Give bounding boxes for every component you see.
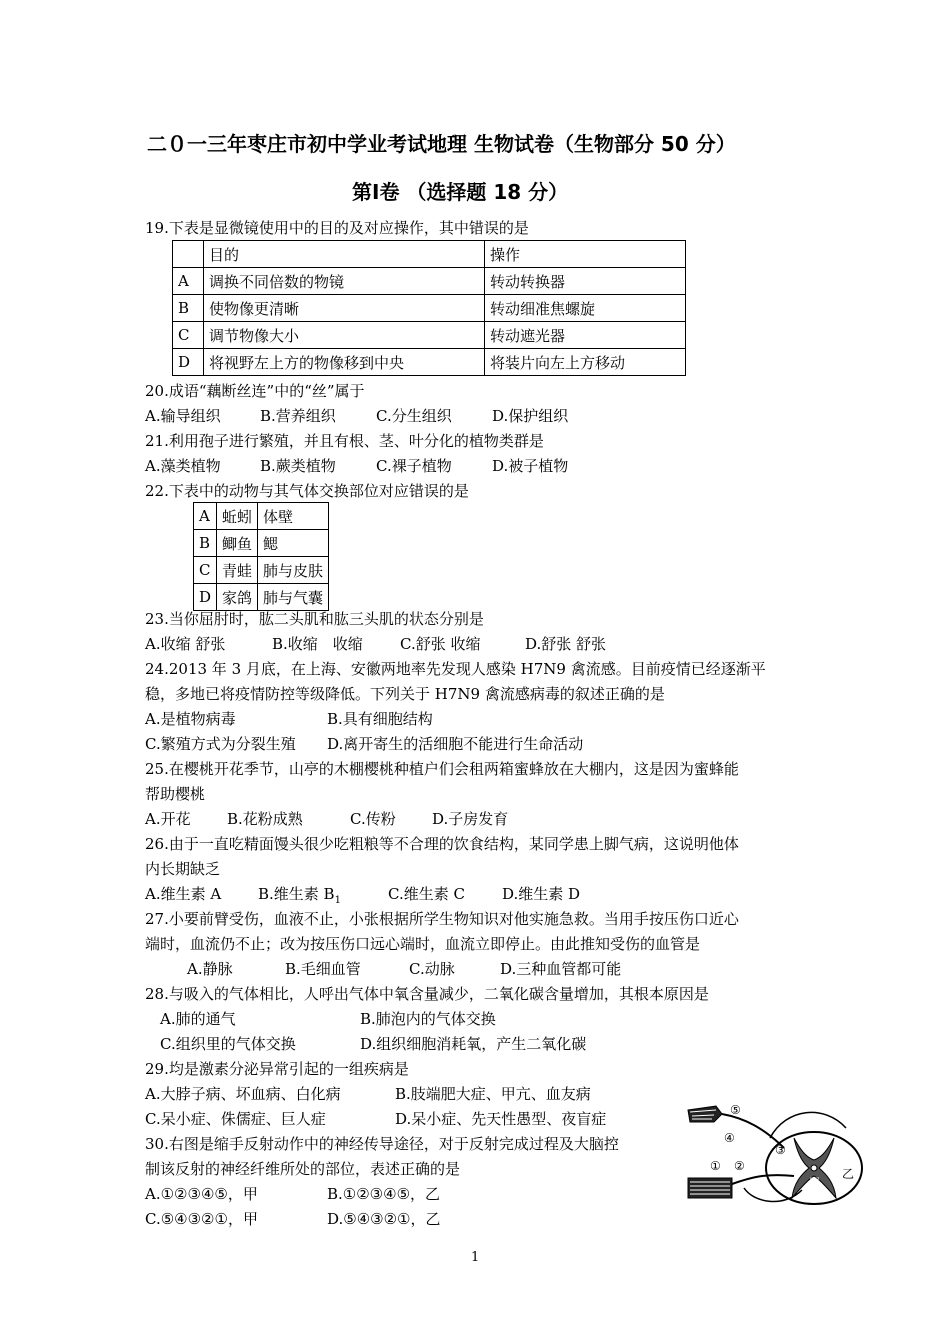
table-row bbox=[194, 530, 329, 557]
table-cell: 将装片向左上方移动 bbox=[485, 349, 686, 376]
table-cell: D bbox=[194, 584, 217, 611]
q23-stem: 23.当你屈肘时，肱二头肌和肱三头肌的状态分别是 bbox=[145, 610, 484, 628]
option-d: D.维生素 D bbox=[502, 885, 581, 903]
table-row bbox=[173, 349, 686, 376]
q25-line1: 25.在樱桃开花季节，山亭的木棚樱桃种植户们会租两箱蜜蜂放在大棚内，这是因为蜜蜂能 bbox=[145, 760, 739, 778]
option-a: A.藻类植物 bbox=[145, 457, 221, 475]
table-cell: D bbox=[173, 349, 204, 376]
section-title: 第Ⅰ卷 （选择题 18 分） bbox=[352, 180, 569, 204]
table-cell: 肺与皮肤 bbox=[258, 557, 329, 584]
table-cell: 鳃 bbox=[258, 530, 329, 557]
table-row bbox=[194, 503, 329, 530]
option-a: A.肺的通气 bbox=[160, 1010, 236, 1028]
option-c: C.动脉 bbox=[409, 960, 455, 978]
q24-line1: 24.2013 年 3 月底，在上海、安徽两地率先发现人感染 H7N9 禽流感。目前疫情已经逐渐平 bbox=[145, 660, 766, 678]
effector-icon bbox=[688, 1178, 732, 1198]
reflex-arc-figure bbox=[674, 1098, 874, 1216]
option-d: D.⑤④③②①，乙 bbox=[327, 1210, 441, 1228]
option-a: A.收缩 舒张 bbox=[145, 635, 226, 653]
option-d: D.子房发育 bbox=[432, 810, 509, 828]
q22-table bbox=[193, 502, 329, 611]
option-b: B.蕨类植物 bbox=[260, 457, 336, 475]
option-d: D.保护组织 bbox=[492, 407, 569, 425]
label-4: ④ bbox=[724, 1131, 735, 1145]
q25-line2: 帮助樱桃 bbox=[145, 785, 206, 803]
option-b-text: B.维生素 B bbox=[258, 885, 335, 903]
option-b: B.①②③④⑤，乙 bbox=[327, 1185, 441, 1203]
q26-line2: 内长期缺乏 bbox=[145, 860, 221, 878]
table-cell: 操作 bbox=[485, 241, 686, 268]
option-a: A.静脉 bbox=[187, 960, 233, 978]
option-a: A.输导组织 bbox=[145, 407, 221, 425]
q27-line2: 端时，血流仍不止；改为按压伤口远心端时，血流立即停止。由此推知受伤的血管是 bbox=[145, 935, 701, 953]
table-row bbox=[173, 322, 686, 349]
table-cell: 转动细准焦螺旋 bbox=[485, 295, 686, 322]
table-cell: 调换不同倍数的物镜 bbox=[204, 268, 485, 295]
table-cell: 调节物像大小 bbox=[204, 322, 485, 349]
option-b: B.毛细血管 bbox=[285, 960, 361, 978]
option-d: D.被子植物 bbox=[492, 457, 569, 475]
option-d: D.组织细胞消耗氧，产生二氧化碳 bbox=[360, 1035, 587, 1053]
label-1: ① bbox=[710, 1159, 721, 1173]
q21-stem: 21.利用孢子进行繁殖，并且有根、茎、叶分化的植物类群是 bbox=[145, 432, 544, 450]
q30-line1: 30.右图是缩手反射动作中的神经传导途径，对于反射完成过程及大脑控 bbox=[145, 1135, 619, 1153]
q30-line2: 制该反射的神经纤维所处的部位，表述正确的是 bbox=[145, 1160, 461, 1178]
label-2: ② bbox=[734, 1159, 745, 1173]
table-cell: 蚯蚓 bbox=[217, 503, 258, 530]
option-d: D.离开寄生的活细胞不能进行生命活动 bbox=[327, 735, 584, 753]
table-cell: 家鸽 bbox=[217, 584, 258, 611]
q19-stem: 19.下表是显微镜使用中的目的及对应操作，其中错误的是 bbox=[145, 219, 529, 237]
q28-stem: 28.与吸入的气体相比，人呼出气体中氧含量减少，二氧化碳含量增加，其根本原因是 bbox=[145, 985, 709, 1003]
option-a: A.大脖子病、坏血病、白化病 bbox=[145, 1085, 341, 1103]
table-row bbox=[194, 557, 329, 584]
table-cell: C bbox=[194, 557, 217, 584]
option-a: A.开花 bbox=[145, 810, 191, 828]
option-b: B.营养组织 bbox=[260, 407, 336, 425]
label-5: ⑤ bbox=[730, 1103, 741, 1117]
table-row bbox=[173, 295, 686, 322]
table-cell: 青蛙 bbox=[217, 557, 258, 584]
option-b: B.肢端肥大症、甲亢、血友病 bbox=[395, 1085, 591, 1103]
table-cell: A bbox=[173, 268, 204, 295]
table-row bbox=[173, 241, 686, 268]
table-cell: B bbox=[173, 295, 204, 322]
option-c: C.传粉 bbox=[350, 810, 396, 828]
table-cell: 目的 bbox=[204, 241, 485, 268]
label-jia: 甲 bbox=[809, 1176, 820, 1189]
q20-stem: 20.成语“藕断丝连”中的“丝”属于 bbox=[145, 382, 365, 400]
option-c: C.分生组织 bbox=[376, 407, 452, 425]
page-number: 1 bbox=[471, 1250, 480, 1265]
receptor-icon bbox=[688, 1106, 722, 1122]
option-c: C.⑤④③②①，甲 bbox=[145, 1210, 258, 1228]
page-title: 二０一三年枣庄市初中学业考试地理 生物试卷（生物部分 50 分） bbox=[147, 132, 736, 156]
option-c: C.维生素 C bbox=[388, 885, 465, 903]
table-cell bbox=[173, 241, 204, 268]
label-3: ③ bbox=[775, 1143, 786, 1157]
table-cell: 将视野左上方的物像移到中央 bbox=[204, 349, 485, 376]
option-c: C.呆小症、侏儒症、巨人症 bbox=[145, 1110, 326, 1128]
table-cell: 肺与气囊 bbox=[258, 584, 329, 611]
option-b: B.具有细胞结构 bbox=[327, 710, 433, 728]
table-row bbox=[173, 268, 686, 295]
option-d: D.舒张 舒张 bbox=[525, 635, 607, 653]
table-cell: 鲫鱼 bbox=[217, 530, 258, 557]
q27-line1: 27.小要前臂受伤，血液不止，小张根据所学生物知识对他实施急救。当用手按压伤口近心 bbox=[145, 910, 739, 928]
option-a: A.①②③④⑤，甲 bbox=[145, 1185, 258, 1203]
table-cell: A bbox=[194, 503, 217, 530]
q26-line1: 26.由于一直吃精面馒头很少吃粗粮等不合理的饮食结构，某同学患上脚气病，这说明他体 bbox=[145, 835, 739, 853]
label-yi: 乙 bbox=[842, 1167, 855, 1181]
table-cell: 转动转换器 bbox=[485, 268, 686, 295]
table-cell: 使物像更清晰 bbox=[204, 295, 485, 322]
table-cell: 转动遮光器 bbox=[485, 322, 686, 349]
option-c: C.组织里的气体交换 bbox=[160, 1035, 296, 1053]
table-cell: 体壁 bbox=[258, 503, 329, 530]
option-c: C.舒张 收缩 bbox=[400, 635, 481, 653]
option-b-subscript: 1 bbox=[334, 895, 341, 906]
table-cell: B bbox=[194, 530, 217, 557]
option-b: B.收缩 收缩 bbox=[272, 635, 363, 653]
option-b: B.肺泡内的气体交换 bbox=[360, 1010, 496, 1028]
option-c: C.繁殖方式为分裂生殖 bbox=[145, 735, 296, 753]
q24-line2: 稳，多地已将疫情防控等级降低。下列关于 H7N9 禽流感病毒的叙述正确的是 bbox=[145, 685, 665, 703]
option-c: C.裸子植物 bbox=[376, 457, 452, 475]
option-d: D.呆小症、先天性愚型、夜盲症 bbox=[395, 1110, 607, 1128]
table-cell: C bbox=[173, 322, 204, 349]
option-a: A.是植物病毒 bbox=[145, 710, 236, 728]
option-b: B.花粉成熟 bbox=[227, 810, 303, 828]
option-d: D.三种血管都可能 bbox=[500, 960, 622, 978]
q19-table bbox=[172, 240, 686, 376]
q22-stem: 22.下表中的动物与其气体交换部位对应错误的是 bbox=[145, 482, 469, 500]
option-a: A.维生素 A bbox=[145, 885, 222, 903]
q29-stem: 29.均是激素分泌异常引起的一组疾病是 bbox=[145, 1060, 409, 1078]
